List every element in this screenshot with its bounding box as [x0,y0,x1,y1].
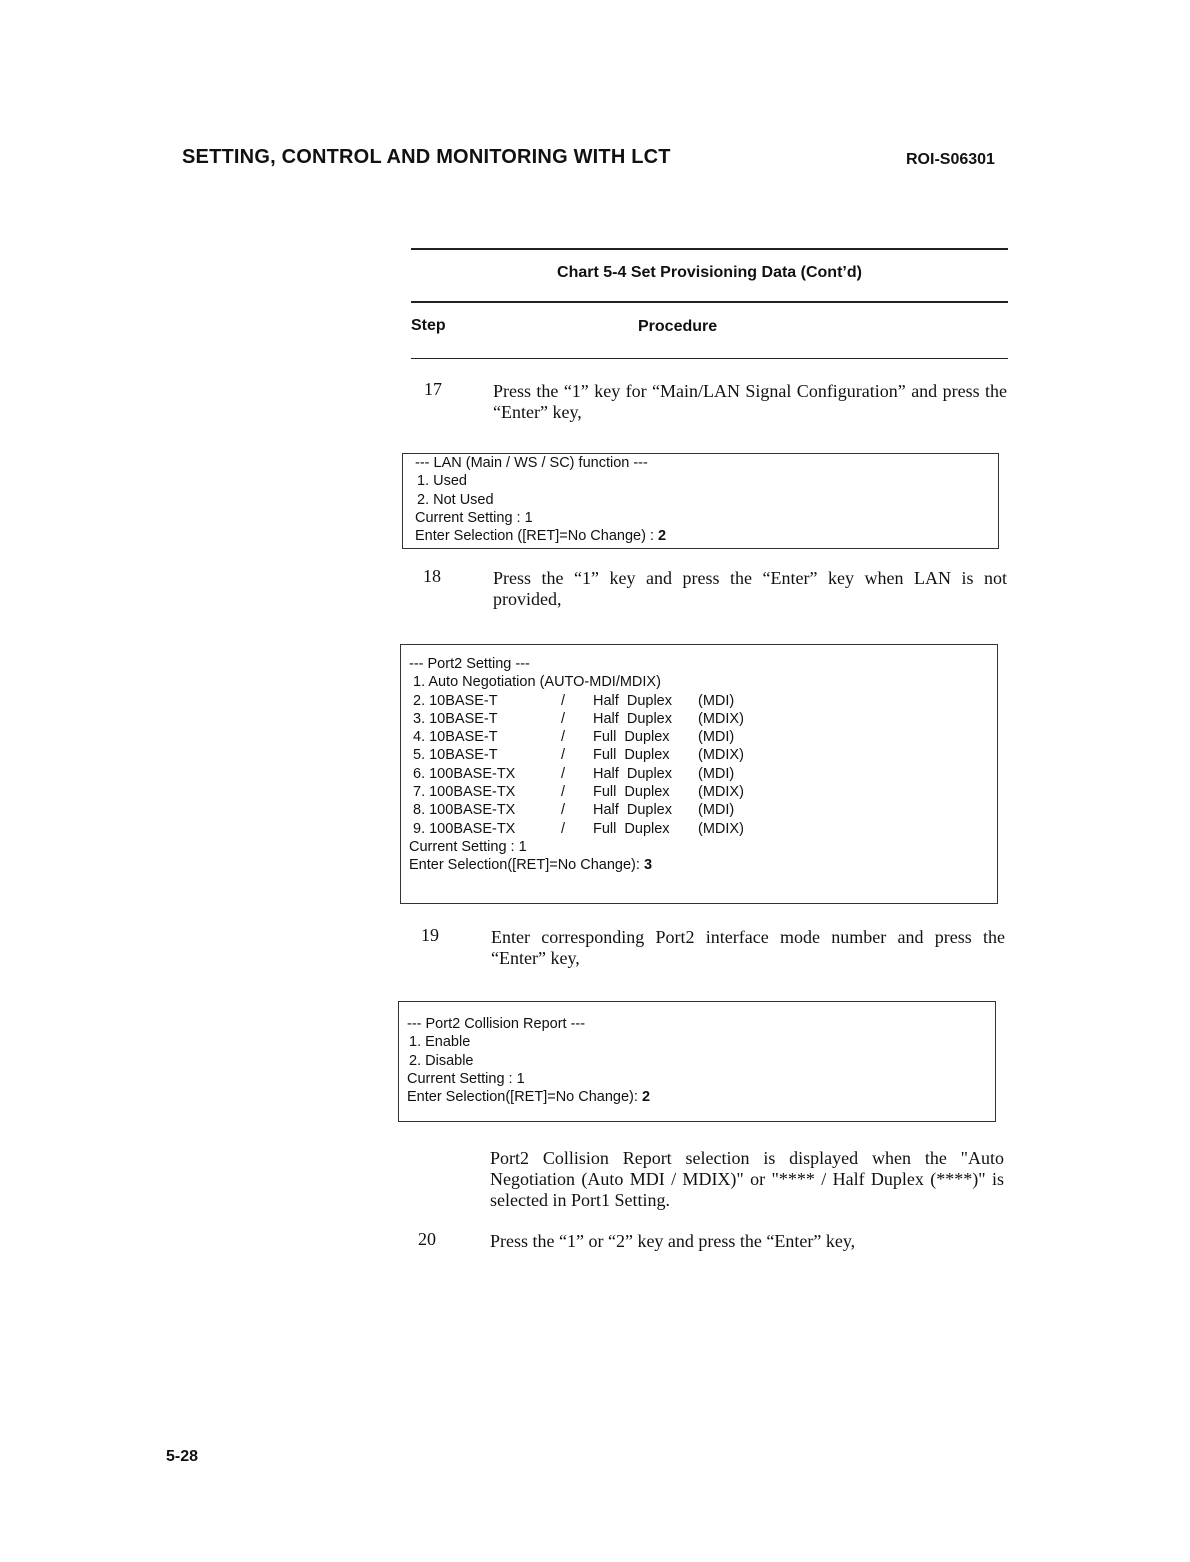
current-setting: Current Setting : 1 [407,1070,525,1087]
selection-answer: 2 [641,1089,651,1106]
current-setting: Current Setting : 1 [409,838,527,855]
column-header-step: Step [411,317,446,334]
port-mode-option [413,783,758,801]
terminal-screen-lan-function [402,453,999,549]
step-text: Press the “1” key and press the “Enter” key when LAN is not provided, [493,568,1007,609]
port-mode-duplex: Half Duplex [593,692,672,709]
port-mode-mode: (MDIX) [698,747,744,764]
column-header-procedure: Procedure [638,318,718,335]
selection-prompt-line [409,856,997,874]
port-mode-duplex: Half Duplex [593,710,672,727]
port-mode-mode: (MDIX) [698,820,744,837]
step-text: Press the “1” key for “Main/LAN Signal Configuration” and press the “Enter” key, [493,381,1007,422]
screen-title: --- Port2 Collision Report --- [407,1016,586,1032]
port-mode-options-table [413,692,758,838]
selection-answer: 3 [643,857,653,874]
step-number: 17 [424,379,442,399]
port-mode-sep: / [561,802,566,819]
port-mode-sep: / [561,710,566,727]
note-paragraph: Port2 Collision Report selection is displayed when the "Auto Negotiation (Auto MDI / MDIX)" or "**** / Half Duplex (****)" is selected in Port1 Setting. [490,1148,1004,1210]
port-mode-duplex: Half Duplex [593,802,672,819]
page-header-title: SETTING, CONTROL AND MONITORING WITH LCT [182,146,671,168]
port-mode-option [413,728,758,746]
port-mode-mode: (MDI) [698,729,735,746]
step-number: 20 [418,1229,436,1249]
port-mode-num: 5. 10BASE-T [413,747,498,764]
port-mode-mode: (MDI) [698,802,735,819]
port-mode-num: 6. 100BASE-TX [413,765,516,782]
menu-option: 2. Disable [409,1052,474,1069]
port-mode-option [413,820,758,838]
port-mode-num: 3. 10BASE-T [413,710,498,727]
port-mode-sep: / [561,747,566,764]
port-mode-duplex: Full Duplex [593,820,670,837]
selection-answer: 2 [658,528,667,545]
port-mode-option [413,765,758,783]
terminal-screen-port2-setting [400,644,998,904]
port-mode-duplex: Full Duplex [593,784,670,801]
selection-prompt-line [407,1088,995,1106]
port-mode-num: 8. 100BASE-TX [413,802,516,819]
selection-prompt-line [415,527,998,545]
port-mode-option [413,692,758,710]
document-id: ROI-S06301 [906,151,995,168]
port-mode-mode: (MDIX) [698,784,744,801]
port-mode-option [413,746,758,764]
screen-title: --- LAN (Main / WS / SC) function --- [415,455,648,471]
port-mode-mode: (MDI) [698,765,735,782]
port-mode-sep: / [561,765,566,782]
menu-option: 1. Used [417,473,467,490]
menu-option: 2. Not Used [417,491,494,508]
step-text: Press the “1” or “2” key and press the “Enter” key, [490,1231,856,1251]
step-text: Enter corresponding Port2 interface mode number and press the “Enter” key, [491,927,1005,968]
port-mode-num: 7. 100BASE-TX [413,784,516,801]
step-number: 19 [421,925,439,945]
chart-top-rule [411,248,1008,250]
port-mode-sep: / [561,784,566,801]
port-mode-sep: / [561,729,566,746]
port-mode-sep: / [561,820,566,837]
port-mode-option [413,801,758,819]
port-mode-option [413,710,758,728]
step-number: 18 [423,566,441,586]
port-mode-duplex: Full Duplex [593,747,670,764]
menu-option: 1. Auto Negotiation (AUTO-MDI/MDIX) [413,674,661,691]
port-mode-mode: (MDIX) [698,710,744,727]
selection-prompt: Enter Selection([RET]=No Change): [407,1089,642,1106]
port-mode-duplex: Full Duplex [593,729,670,746]
page-number: 5-28 [166,1448,199,1465]
menu-option: 1. Enable [409,1034,471,1051]
port-mode-sep: / [561,692,566,709]
port-mode-mode: (MDI) [698,692,735,709]
selection-prompt: Enter Selection ([RET]=No Change) : [415,528,658,545]
port-mode-num: 2. 10BASE-T [413,692,498,709]
selection-prompt: Enter Selection([RET]=No Change): [409,857,644,874]
chart-header-rule [411,301,1008,303]
chart-header-bottom-rule [411,358,1008,359]
terminal-screen-port2-collision-report [398,1001,996,1122]
port-mode-num: 4. 10BASE-T [413,729,498,746]
port-mode-num: 9. 100BASE-TX [413,820,516,837]
chart-title: Chart 5-4 Set Provisioning Data (Cont’d) [557,264,862,281]
screen-title: --- Port2 Setting --- [409,656,530,672]
current-setting: Current Setting : 1 [415,509,533,526]
port-mode-duplex: Half Duplex [593,765,672,782]
